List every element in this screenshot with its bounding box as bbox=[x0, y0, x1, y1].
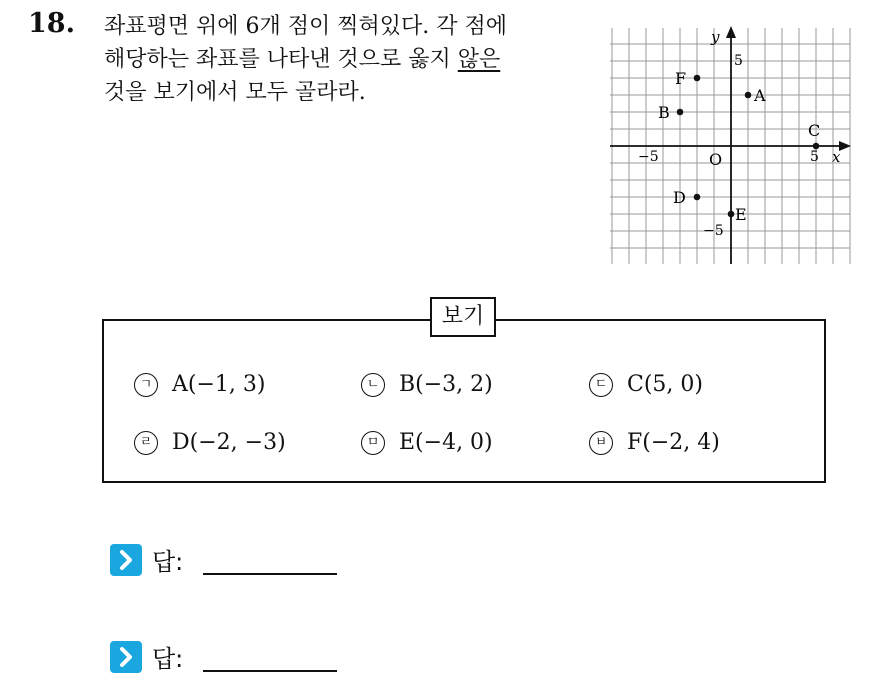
answer-row-2 bbox=[110, 639, 337, 674]
bogi-title: 보기 bbox=[430, 297, 496, 337]
point-label-f: F bbox=[675, 69, 687, 88]
question-line-1: 좌표평면 위에 6개 점이 찍혀있다. 각 점에 bbox=[104, 14, 507, 39]
chevron-right-icon bbox=[110, 641, 142, 673]
point-label-d: D bbox=[673, 188, 686, 207]
option-mark: ㄷ bbox=[589, 373, 613, 397]
point-c bbox=[813, 143, 820, 150]
option-text: F(−2, 4) bbox=[627, 430, 720, 455]
answer-label: 답: bbox=[152, 645, 184, 673]
point-f bbox=[694, 75, 701, 82]
tick-x-pos: 5 bbox=[810, 149, 819, 165]
option-text: B(−3, 2) bbox=[399, 372, 493, 397]
option-4 bbox=[134, 430, 286, 455]
x-axis-arrow bbox=[839, 141, 851, 151]
option-1 bbox=[134, 372, 265, 397]
option-mark: ㄹ bbox=[134, 431, 158, 455]
question-line-2 bbox=[104, 43, 594, 76]
chevron-right-icon bbox=[110, 544, 142, 576]
origin-label: O bbox=[709, 150, 723, 169]
option-3 bbox=[589, 372, 703, 397]
x-axis-label: x bbox=[832, 148, 841, 166]
point-label-e: E bbox=[735, 205, 747, 224]
question-number: 18. bbox=[28, 8, 75, 39]
y-axis-label: y bbox=[711, 28, 720, 46]
point-a bbox=[745, 92, 752, 99]
question-line-2-text: 해당하는 좌표를 나타낸 것으로 옳지 bbox=[104, 47, 458, 72]
option-text: D(−2, −3) bbox=[172, 430, 286, 455]
option-mark: ㄴ bbox=[361, 373, 385, 397]
option-mark: ㅂ bbox=[589, 431, 613, 455]
answer-blank[interactable] bbox=[203, 642, 337, 672]
option-text: C(5, 0) bbox=[627, 372, 703, 397]
point-label-c: C bbox=[808, 121, 821, 140]
option-mark: ㅁ bbox=[361, 431, 385, 455]
coordinate-plane bbox=[608, 26, 852, 266]
point-b bbox=[677, 109, 684, 116]
option-text: E(−4, 0) bbox=[399, 430, 493, 455]
option-text: A(−1, 3) bbox=[172, 372, 266, 397]
tick-y-pos: 5 bbox=[734, 53, 743, 69]
option-6 bbox=[589, 430, 720, 455]
point-label-b: B bbox=[658, 103, 670, 122]
answer-row-1 bbox=[110, 542, 337, 577]
point-d bbox=[694, 194, 701, 201]
option-5 bbox=[361, 430, 493, 455]
answer-label: 답: bbox=[152, 548, 184, 576]
tick-x-neg: −5 bbox=[638, 149, 659, 165]
option-mark: ㄱ bbox=[134, 373, 158, 397]
point-e bbox=[728, 211, 735, 218]
underlined-word: 않은 bbox=[457, 47, 501, 72]
tick-y-neg: −5 bbox=[703, 223, 724, 239]
y-axis-arrow bbox=[726, 26, 736, 38]
bogi-box bbox=[102, 319, 826, 483]
option-2 bbox=[361, 372, 493, 397]
question-line-3: 것을 보기에서 모두 골라라. bbox=[104, 80, 366, 105]
answer-blank[interactable] bbox=[203, 545, 337, 575]
point-label-a: A bbox=[754, 86, 766, 105]
question-text bbox=[104, 10, 594, 109]
